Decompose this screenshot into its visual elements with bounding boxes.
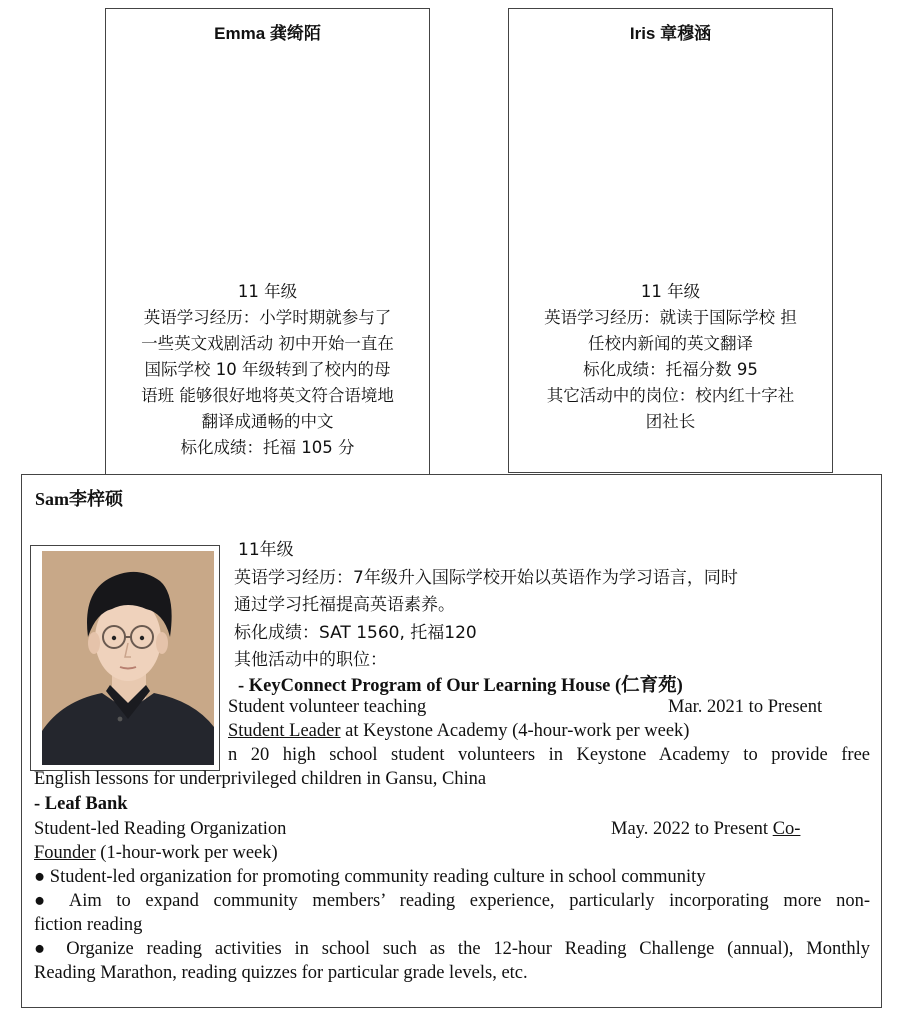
role-link: Founder <box>34 843 96 863</box>
body-line: 国际学校 10 年级转到了校内的母 <box>144 360 391 379</box>
body-line: 标化成绩：托福分数 95 <box>583 360 758 379</box>
role-link: Co- <box>772 819 801 839</box>
activity-role-line <box>34 843 278 864</box>
grade: 11年级 <box>238 540 294 560</box>
profile-name: Iris 章穆涵 <box>629 24 712 43</box>
activity-title: - KeyConnect Program of Our Learning House (仁育苑) <box>238 676 683 696</box>
portrait-photo <box>42 551 214 765</box>
scores-line: 标化成绩：SAT 1560, 托福120 <box>234 623 477 643</box>
activity-desc: n 20 high school student volunteers in Keystone Academy to provide free <box>228 745 870 765</box>
body-line: 英语学习经历：就读于国际学校 担 <box>544 308 797 327</box>
bullet-item: ● Organize reading activities in school such as the 12-hour Reading Challenge (annual), Monthly <box>34 939 870 959</box>
body-line: 语班 能够很好地将英文符合语境地 <box>141 386 394 405</box>
body-line: 任校内新闻的英文翻译 <box>588 334 753 353</box>
activity-role-line <box>228 721 689 742</box>
profile-body <box>112 279 423 461</box>
activity-title: - Leaf Bank <box>34 794 128 814</box>
experience-line: 英语学习经历：7年级升入国际学校开始以英语作为学习语言，同时 <box>234 568 738 588</box>
bullet-item: Reading Marathon, reading quizzes for particular grade levels, etc. <box>34 963 528 983</box>
profile-card-iris <box>508 8 833 473</box>
body-line: 一些英文戏剧活动 初中开始一直在 <box>141 334 394 353</box>
bullet-item: ● Student-led organization for promoting community reading culture in school community <box>34 867 706 887</box>
positions-label: 其他活动中的职位： <box>234 650 387 670</box>
body-line: 团社长 <box>645 412 696 431</box>
profile-name: Sam李梓硕 <box>35 489 124 509</box>
portrait-illustration <box>42 551 214 765</box>
profile-body <box>515 279 826 435</box>
activity-date: Mar. 2021 to Present <box>668 697 823 717</box>
activity-desc: English lessons for underprivileged children in Gansu, China <box>34 769 487 789</box>
profile-card-sam <box>21 474 882 1008</box>
bullet-item: fiction reading <box>34 915 143 935</box>
body-line: 翻译成通畅的中文 <box>201 412 334 431</box>
profile-card-emma <box>105 8 430 476</box>
grade: 11 年级 <box>640 282 701 301</box>
activity-date-role <box>611 819 800 840</box>
role-detail: at Keystone Academy (4-hour-work per week) <box>340 721 690 741</box>
role-link: Student Leader <box>228 721 341 741</box>
profile-name: Emma 龚绮陌 <box>214 24 321 43</box>
body-line: 标化成绩：托福 105 分 <box>180 438 355 457</box>
activity-date: May. 2022 to Present <box>611 819 769 839</box>
body-line: 其它活动中的岗位：校内红十字社 <box>546 386 795 405</box>
role-detail: (1-hour-work per week) <box>95 843 278 863</box>
activity-type: Student-led Reading Organization <box>34 819 287 839</box>
grade: 11 年级 <box>237 282 298 301</box>
bullet-item: ● Aim to expand community members’ reading experience, particularly incorporating more non- <box>34 891 870 911</box>
experience-line: 通过学习托福提高英语素养。 <box>234 595 455 615</box>
body-line: 英语学习经历：小学时期就参与了 <box>143 308 392 327</box>
activity-type: Student volunteer teaching <box>228 697 427 717</box>
photo-frame <box>30 545 220 771</box>
